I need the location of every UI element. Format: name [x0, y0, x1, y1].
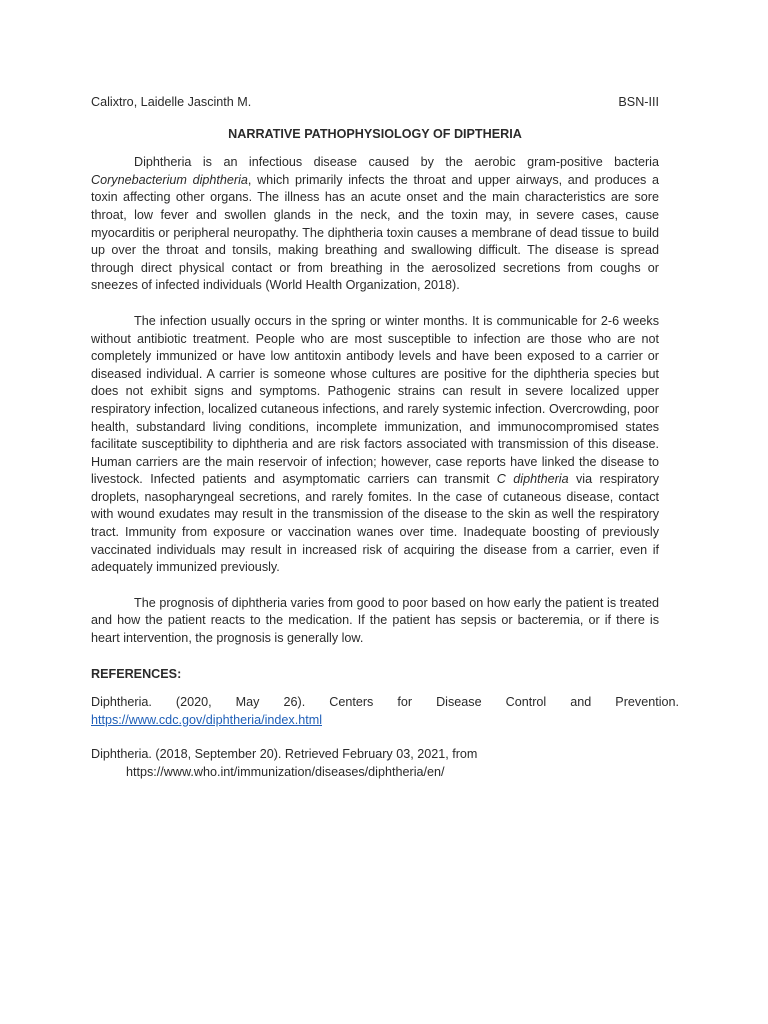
document-body	[91, 94, 679, 799]
organism-name: Corynebacterium diphtheria	[91, 172, 248, 187]
reference-who	[91, 746, 659, 781]
reference-citation: Diphtheria. (2020, May 26). Centers for Disease Control and Prevention.	[91, 695, 679, 710]
paragraph-text: via respiratory droplets, nasopharyngeal secretions, and rarely fomites. In the case of cutaneous disease, contact with wound exudates may result in the transmission of the disease to the skin as well the respiratory tract. Immunity from exposure or vaccination wanes over time. Inadequate boosting of previously vaccinated individuals may result in increased risk of acquiring the disease from a carrier, even if adequately immunized previously.	[91, 472, 659, 575]
references-heading: REFERENCES:	[91, 666, 182, 681]
reference-citation: Diphtheria. (2018, September 20). Retrieved February 03, 2021, from	[91, 747, 478, 762]
paragraph-text: , which primarily infects the throat and upper airways, and produces a toxin affecting other organs. The illness has an acute onset and the main characteristics are sore throat, low fever and swollen glands in the neck, and the toxin may, in severe cases, cause myocarditis or peripheral neuropathy. The diphtheria toxin causes a membrane of dead tissue to build up over the throat and tonsils, making breathing and swallowing difficult. The disease is spread through direct physical contact or from breathing in the aerosolized secretions from coughs or sneezes of infected individuals (World Health Organization, 2018).	[91, 172, 659, 293]
paragraph-prognosis: The prognosis of diphtheria varies from good to poor based on how early the patient is treated and how the patient reacts to the medication. If the patient has sepsis or bacteremia, or if there is heart intervention, the prognosis is generally low.	[91, 595, 659, 646]
paragraph-definition	[91, 154, 659, 295]
reference-link-cdc[interactable]: https://www.cdc.gov/diphtheria/index.html	[91, 712, 322, 727]
paragraph-text: The infection usually occurs in the spring or winter months. It is communicable for 2-6 weeks without antibiotic treatment. People who are most susceptible to infection are those who are not completely immunized or have low antitoxin antibody levels and have been exposed to a carrier or diseased individual. A carrier is someone whose cultures are positive for the diphtheria species but does not exhibit signs and symptoms. Pathogenic strains can result in severe localized upper respiratory infection, localized cutaneous infections, and rarely systemic infection. Overcrowding, poor health, substandard living conditions, incomplete immunization, and immunocompromised states facilitate susceptibility to diphtheria and are risk factors associated with transmission of this disease. Human carriers are the main reservoir of infection; however, case reports have linked the disease to livestock. Infected patients and asymptomatic carriers can transmit	[91, 313, 659, 487]
reference-cdc	[91, 694, 679, 729]
year-level: BSN-III	[618, 95, 659, 109]
author-name: Calixtro, Laidelle Jascinth M.	[91, 95, 252, 109]
document-title: NARRATIVE PATHOPHYSIOLOGY OF DIPTHERIA	[228, 126, 522, 141]
organism-name: C diphtheria	[496, 472, 569, 487]
document-header	[91, 94, 659, 112]
reference-url-who: https://www.who.int/immunization/diseases/diphtheria/en/	[126, 765, 445, 779]
paragraph-transmission	[91, 313, 659, 577]
paragraph-text: Diphtheria is an infectious disease caused by the aerobic gram-positive bacteria	[134, 155, 659, 170]
